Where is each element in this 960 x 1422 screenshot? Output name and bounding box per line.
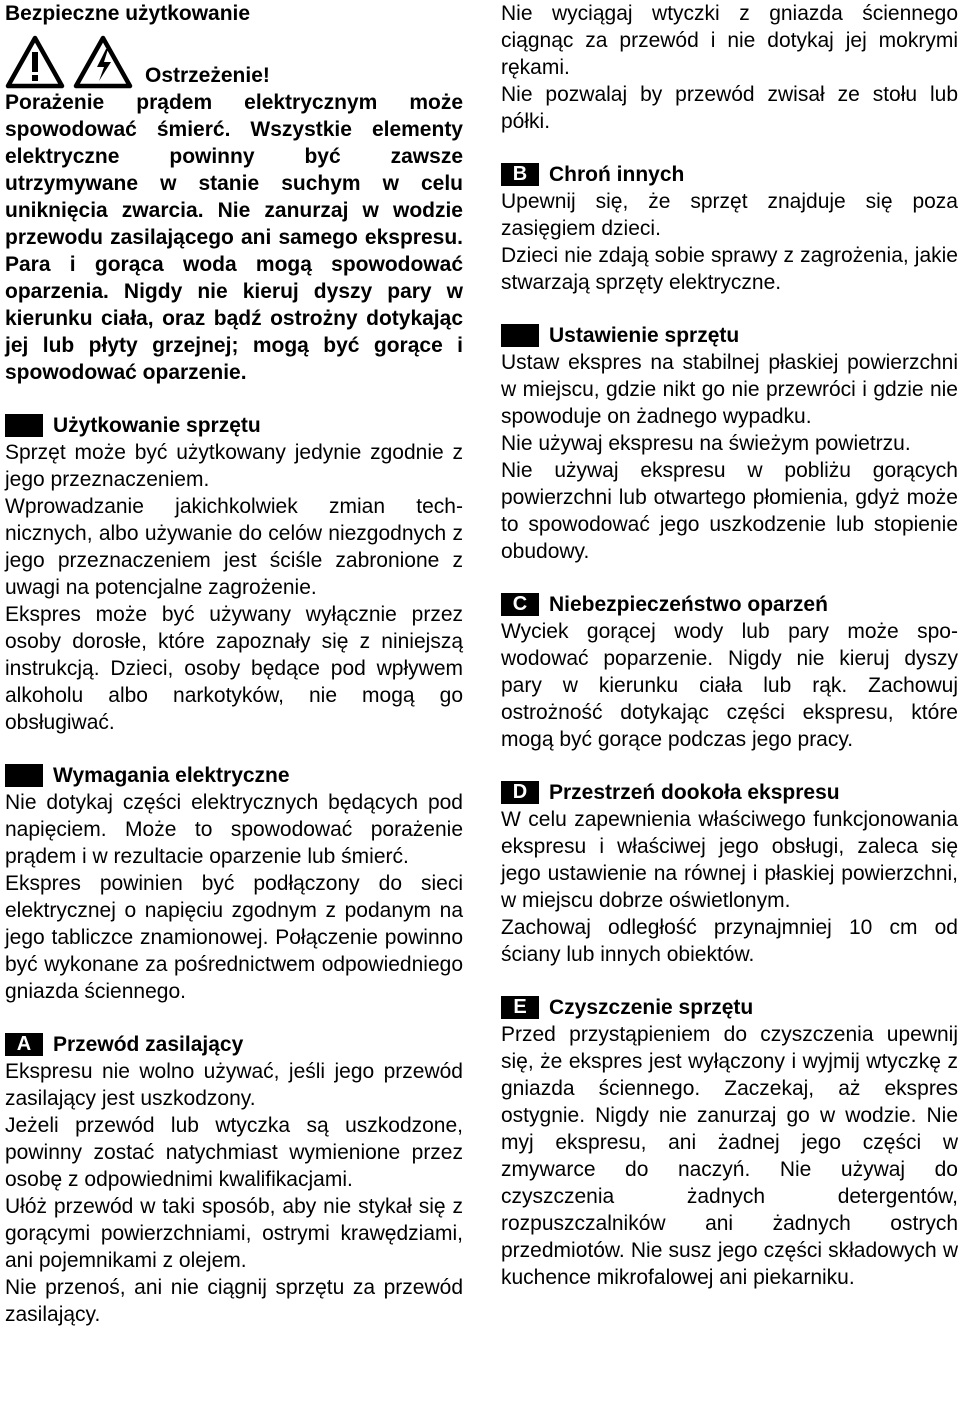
section-heading	[5, 1031, 463, 1058]
section-title: Niebezpieczeństwo oparzeń	[549, 593, 828, 616]
paragraph: Ekspresu nie wolno używać, jeśli jego przewód zasilający jest uszkodzony.	[5, 1060, 463, 1110]
page-title: Bezpieczne użytkowanie	[5, 2, 251, 25]
section-badge: A	[5, 1033, 43, 1056]
section-title: Przestrzeń dookoła ekspresu	[549, 781, 840, 804]
section-heading	[5, 762, 463, 789]
paragraph: Nie używaj ekspresu na świeżym powietrzu.	[501, 432, 911, 455]
paragraph: Jeżeli przewód lub wtyczka są uszkodzone, powinny zostać natychmiast wymienione przez osobę z odpowiednimi kwalifikacjami.	[5, 1114, 463, 1191]
warning-exclamation-icon	[5, 35, 65, 89]
paragraph: Nie przenoś, ani nie ciągnij sprzętu za przewód zasilający.	[5, 1276, 463, 1326]
paragraph: Ekspres powinien być podłączony do sieci elektrycznej o napięciu zgodnym z podanym na jego tabliczce znamionowej. Połączenie powinno być wykonane za pośrednictwem odpowiedniego gniazda ściennego.	[5, 872, 463, 1003]
warning-label: Ostrzeżenie!	[145, 64, 270, 87]
section-heading	[501, 161, 958, 188]
section-title: Użytkowanie sprzętu	[53, 414, 261, 437]
section-title: Przewód zasilający	[53, 1033, 244, 1056]
paragraph: Przed przystąpieniem do czyszczenia upewnij się, że ekspres jest wyłączony i wyjmij wtyczkę z gniazda ściennego. Zaczekaj, aż ekspres ostygnie. Nigdy nie zanurzaj go w wodzie. Nie myj ekspresu, ani żadnej jego części w zmywarce do naczyń. Nie używaj do czyszczenia żadnych detergentów, rozpuszczalników ani żadnych ostrych przedmiotów. Nie susz jego części składowych w kuchence mikrofalowej ani piekarniku.	[501, 1023, 958, 1289]
section-badge: B	[501, 163, 539, 186]
electric-hazard-icon	[73, 35, 133, 89]
section-heading	[501, 779, 958, 806]
right-column	[501, 0, 958, 1291]
section-heading	[5, 412, 463, 439]
paragraph: Upewnij się, że sprzęt znajduje się poza zasięgiem dzieci.	[501, 190, 958, 240]
paragraph: Dzieci nie zdają sobie sprawy z zagrożenia, jakie stwarzają sprzęty elektryczne.	[501, 244, 958, 294]
paragraph: Ułóż przewód w taki sposób, aby nie stykał się z gorącymi powierzchniami, ostrymi krawędziami, ani pojemnikami z olejem.	[5, 1195, 463, 1272]
section-badge	[5, 764, 43, 787]
section-badge: C	[501, 593, 539, 616]
section-title: Czyszczenie sprzętu	[549, 996, 754, 1019]
paragraph: W celu zapewnienia właściwego funkcjonowania ekspresu i właściwej jego obsługi, zaleca się jego ustawienie na równej i płaskiej powierzchni, w miejscu dobrze oświetlonym.	[501, 808, 958, 912]
paragraph: Zachowaj odległość przynajmniej 10 cm od ściany lub innych obiektów.	[501, 916, 958, 966]
warning-text: Porażenie prądem elektrycznym może spowodować śmierć. Wszystkie elementy elektryczne powinny być zawsze utrzymywane w stanie suchym w celu uniknięcia zwarcia. Nie zanurzaj w wodzie przewodu zasilającego ani samego ekspresu. Para i gorąca woda mogą spowodować oparzenia. Nigdy nie kieruj dyszy pary w kierunku ciała, oraz bądź ostrożny dotykając jej lub płyty grzejnej; mogą być gorące i spowodować oparzenie.	[5, 91, 463, 384]
section-badge: E	[501, 996, 539, 1019]
paragraph: Wprowadzanie jakichkolwiek zmian technicznych, albo używanie do celów niezgodnych z jego przeznaczeniem jest ściśle zabronione z uwagi na potencjalne zagrożenie.	[5, 495, 463, 599]
paragraph: Nie dotykaj części elektrycznych będących pod napięciem. Może to spowodować porażenie prądem i w rezultacie oparzenie lub śmierć.	[5, 791, 463, 868]
paragraph: Sprzęt może być użytkowany jedynie zgodnie z jego przeznaczeniem.	[5, 441, 463, 491]
paragraph: Nie używaj ekspresu w pobliżu gorących powierzchni lub otwartego płomienia, gdyż może to spowodować jego uszkodzenie lub stopienie obudowy.	[501, 459, 958, 563]
section-title: Chroń innych	[549, 163, 685, 186]
section-heading	[501, 322, 958, 349]
section-heading	[501, 994, 958, 1021]
paragraph: Nie wyciągaj wtyczki z gniazda ściennego ciągnąc za przewód i nie dotykaj jej mokrymi rękami.	[501, 2, 958, 79]
section-badge	[5, 414, 43, 437]
warning-header	[5, 35, 463, 89]
paragraph: Wyciek gorącej wody lub pary może spowodować poparzenie. Nigdy nie kieruj dyszy pary w kierunku ciała lub rąk. Zachowuj ostrożność dotykając części ekspresu, które mogą być gorące podczas jego pracy.	[501, 620, 958, 751]
paragraph: Nie pozwalaj by przewód zwisał ze stołu lub półki.	[501, 83, 958, 133]
left-column	[5, 0, 463, 1328]
section-badge	[501, 324, 539, 347]
section-heading	[501, 591, 958, 618]
paragraph: Ustaw ekspres na stabilnej płaskiej powierzchni w miejscu, gdzie nikt go nie przewróci i gdzie nie spowoduje on żadnego wypadku.	[501, 351, 958, 428]
section-title: Wymagania elektryczne	[53, 764, 290, 787]
section-badge: D	[501, 781, 539, 804]
section-title: Ustawienie sprzętu	[549, 324, 740, 347]
paragraph: Ekspres może być używany wyłącznie przez osoby dorosłe, które zapoznały się z niniejszą instrukcją. Dzieci, osoby będące pod wpływem alkoholu albo narkotyków, nie mogą go obsługiwać.	[5, 603, 463, 734]
